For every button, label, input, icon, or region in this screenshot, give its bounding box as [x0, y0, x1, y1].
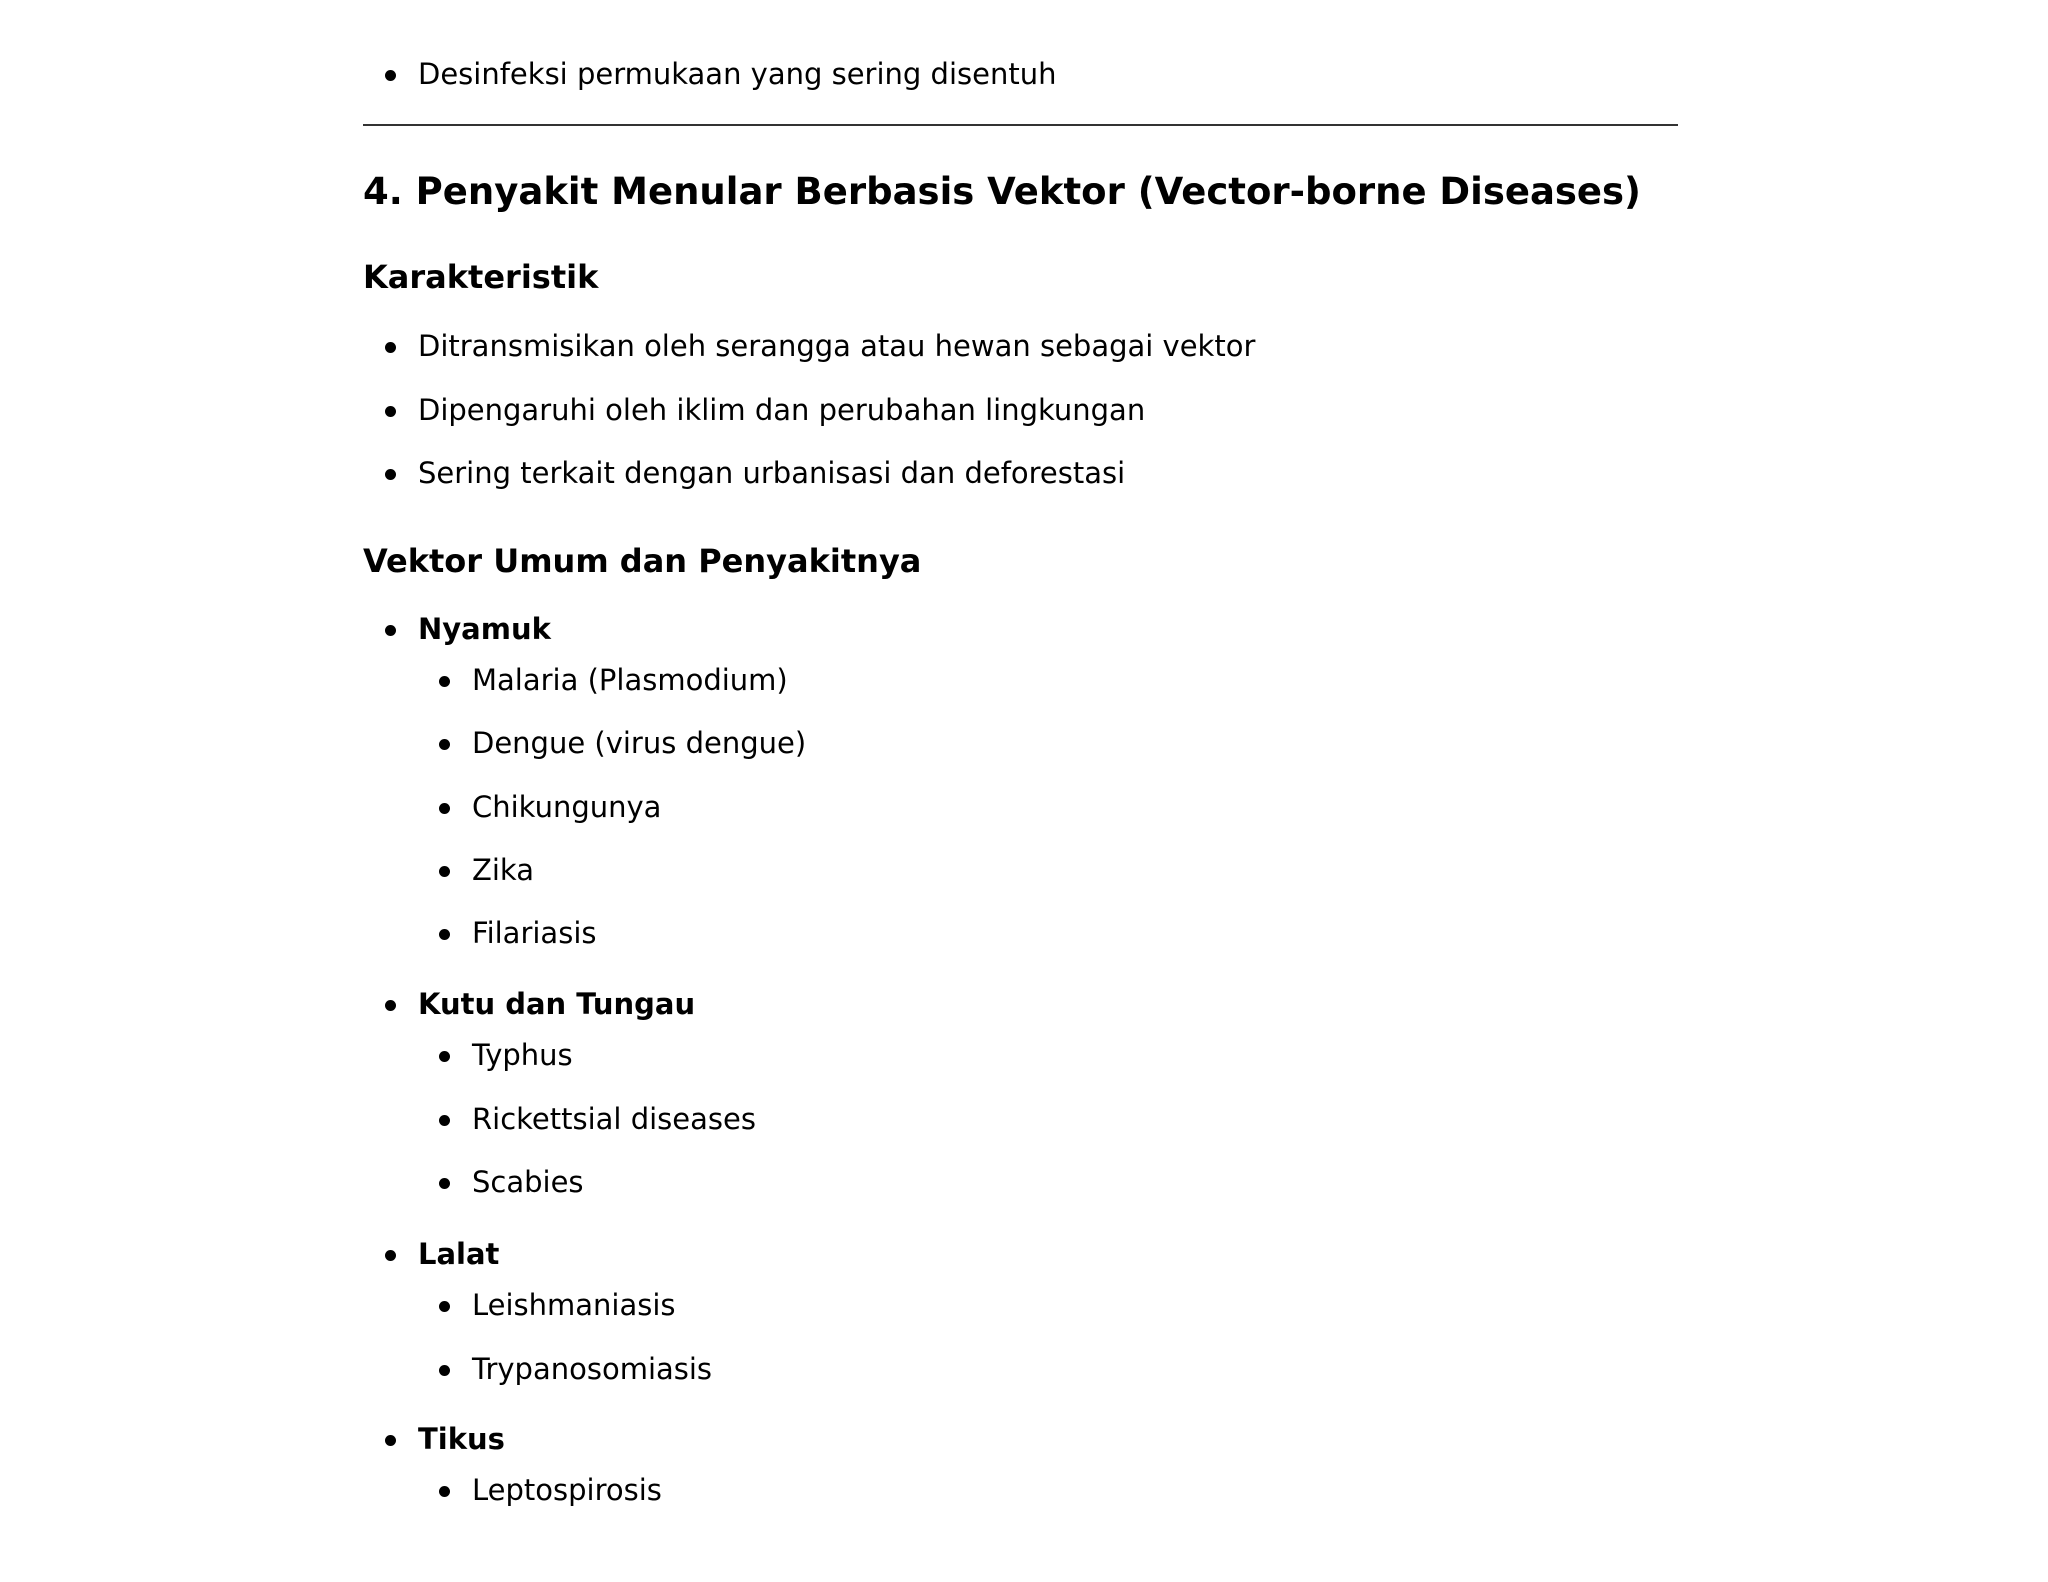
vector-group-name: Nyamuk [418, 609, 551, 649]
horizontal-divider [363, 124, 1678, 126]
disease-item: Chikungunya [472, 787, 661, 827]
disease-item: Malaria (Plasmodium) [472, 660, 788, 700]
disease-item: Leptospirosis [472, 1470, 662, 1510]
list-item: Dipengaruhi oleh iklim dan perubahan lingkungan [418, 390, 1145, 430]
list-item: Desinfeksi permukaan yang sering disentuh [418, 54, 1056, 94]
vector-group-name: Kutu dan Tungau [418, 984, 695, 1024]
vector-group-name: Lalat [418, 1234, 499, 1274]
vector-group-name: Tikus [418, 1419, 505, 1459]
disease-item: Dengue (virus dengue) [472, 723, 806, 763]
vectors-heading: Vektor Umum dan Penyakitnya [363, 542, 922, 580]
disease-item: Rickettsial diseases [472, 1099, 756, 1139]
disease-item: Filariasis [472, 913, 596, 953]
list-item: Ditransmisikan oleh serangga atau hewan sebagai vektor [418, 326, 1255, 366]
disease-item: Zika [472, 850, 534, 890]
disease-item: Typhus [472, 1035, 573, 1075]
disease-item: Leishmaniasis [472, 1285, 676, 1325]
disease-item: Scabies [472, 1162, 584, 1202]
characteristics-heading: Karakteristik [363, 258, 599, 296]
section-title: 4. Penyakit Menular Berbasis Vektor (Vector-borne Diseases) [363, 170, 1641, 213]
disease-item: Trypanosomiasis [472, 1349, 712, 1389]
list-item: Sering terkait dengan urbanisasi dan deforestasi [418, 453, 1125, 493]
